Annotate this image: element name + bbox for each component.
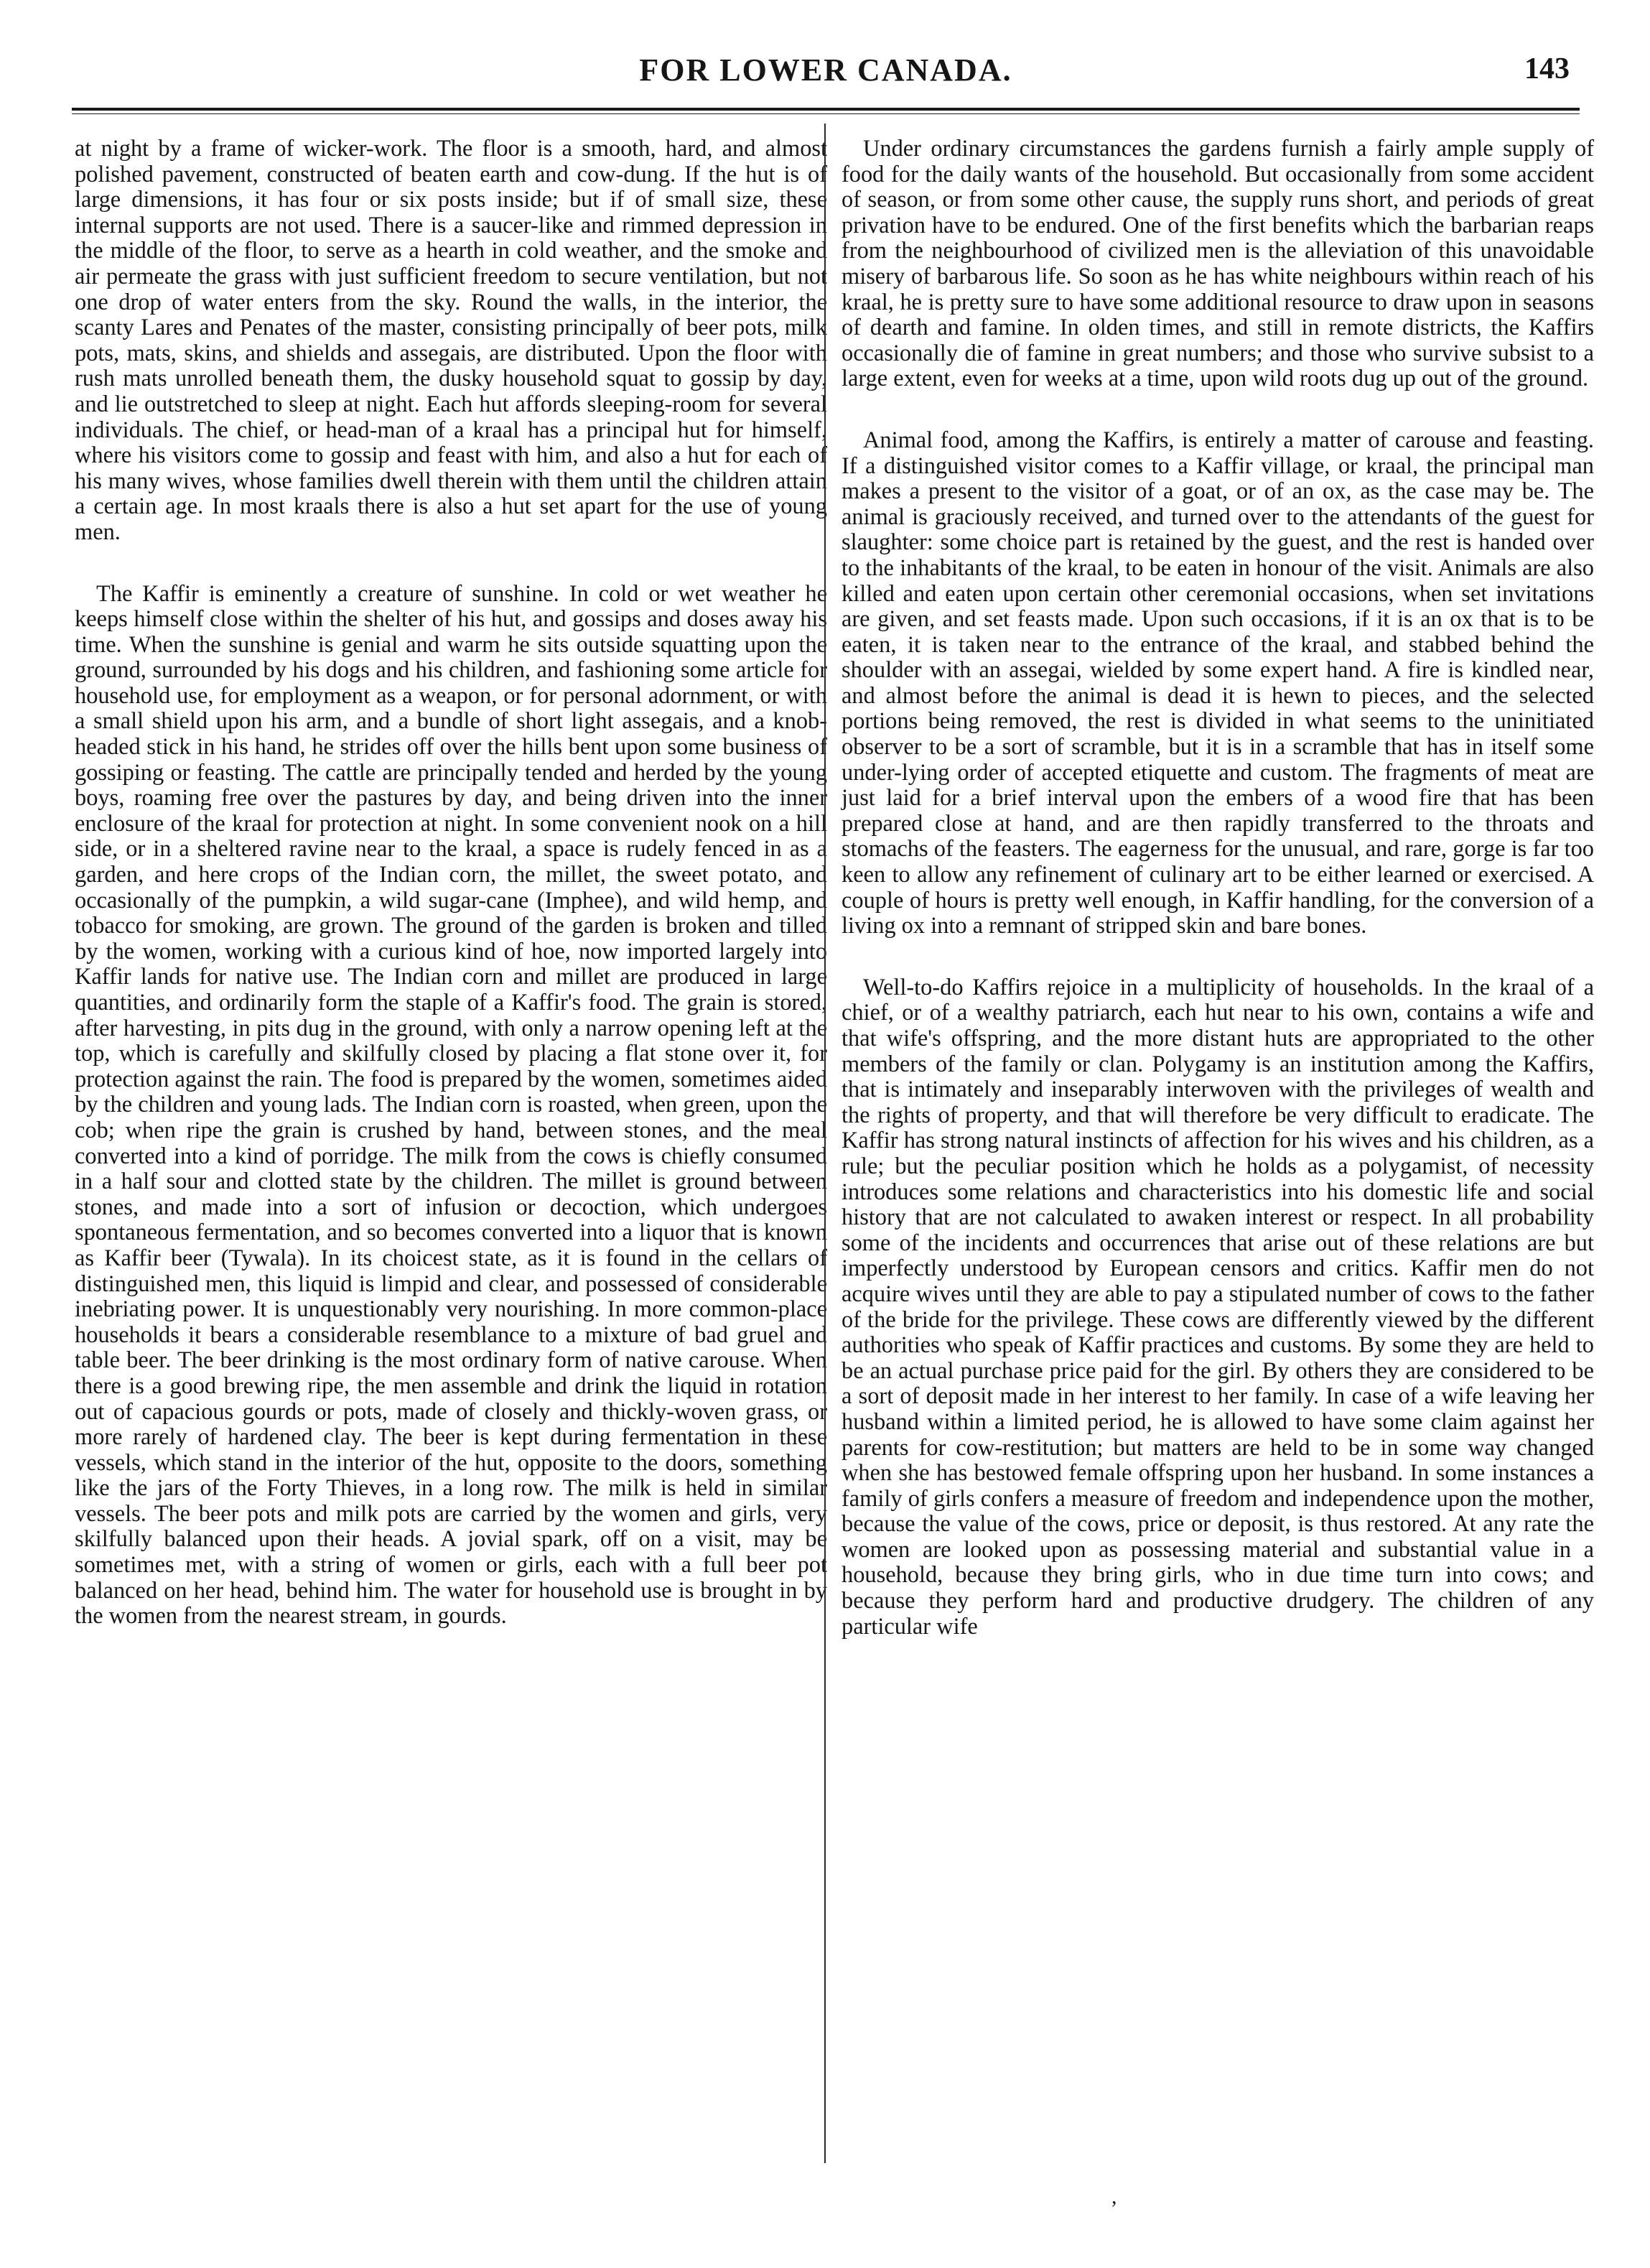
column-divider xyxy=(824,124,826,2163)
right-paragraph-1: Under ordinary circumstances the gardens furnish a fairly ample supply of food for the daily wants of the household. But occasionally from some accident of season, or from some other cause, the supply runs short, and periods of great privation have to be endured. One of the first benefits which the barbarian reaps from the neighbourhood of civilized men is the alleviation of this unavoidable misery of barbarous life. So soon as he has white neighbours within reach of his kraal, he is pretty sure to have some additional resource to draw upon in seasons of dearth and famine. In olden times, and still in remote districts, the Kaffirs occasionally die of famine in great numbers; and those who survive subsist to a large extent, even for weeks at a time, upon wild roots dug up out of the ground. xyxy=(842,136,1594,392)
header-rule xyxy=(72,108,1580,111)
left-paragraph-1: at night by a frame of wicker-work. The floor is a smooth, hard, and almost polished pavement, constructed of beaten earth and cow-dung. If the hut is of large dimensions, it has four or six posts inside; but if of small size, these internal supports are not used. There is a saucer-like and rimmed depression in the middle of the floor, to serve as a hearth in cold weather, and the smoke and air permeate the grass with just sufficient freedom to secure ventilation, but not one drop of water enters from the sky. Round the walls, in the interior, the scanty Lares and Penates of the master, consisting principally of beer pots, milk pots, mats, skins, and shields and assegais, are distributed. Upon the floor with rush mats unrolled beneath them, the dusky household squat to gossip by day, and lie outstretched to sleep at night. Each hut affords sleeping-room for several individuals. The chief, or head-man of a kraal has a principal hut for himself, where his visitors come to gossip and feast with him, and also a hut for each of his many wives, whose families dwell therein with them until the children attain a certain age. In most kraals there is also a hut set apart for the use of young men. xyxy=(75,136,827,545)
right-paragraph-2: Animal food, among the Kaffirs, is entirely a matter of carouse and feasting. If a distinguished visitor comes to a Kaffir village, or kraal, the principal man makes a present to the visitor of a goat, or of an ox, as the case may be. The animal is graciously received, and turned over to the attendants of the guest for slaughter: some choice part is retained by the guest, and the rest is handed over to the inhabitants of the kraal, to be eaten in honour of the visit. Animals are also killed and eaten upon certain other ceremonial occasions, when set invitations are given, and set feasts made. Upon such occasions, if it is an ox that is to be eaten, it is taken near to the entrance of the kraal, and stabbed behind the shoulder with an assegai, wielded by some expert hand. A fire is kindled near, and almost before the animal is dead it is hewn to pieces, and the selected portions being removed, the rest is divided in what seems to the uninitiated observer to be a sort of scramble, but it is in a scramble that has in itself some under-lying order of accepted etiquette and custom. The fragments of meat are just laid for a brief interval upon the embers of a wood fire that has been prepared close at hand, and are then rapidly transferred to the throats and stomachs of the feasters. The eagerness for the unusual, and rare, gorge is far too keen to allow any refinement of culinary art to be either learned or exercised. A couple of hours is pretty well enough, in Kaffir handling, for the conversion of a living ox into a remnant of stripped skin and bare bones. xyxy=(842,427,1594,939)
right-paragraph-3: Well-to-do Kaffirs rejoice in a multiplicity of households. In the kraal of a chief, or of a wealthy patriarch, each hut near to his own, contains a wife and that wife's offspring, and the more distant huts are appropriated to the other members of the family or clan. Polygamy is an institution among the Kaffirs, that is intimately and inseparably interwoven with the privileges of wealth and the rights of property, and that will therefore be very difficult to eradicate. The Kaffir has strong natural instincts of affection for his wives and his children, as a rule; but the peculiar position which he holds as a polygamist, of necessity introduces some relations and characteristics into his domestic life and social history that are not calculated to awaken interest or respect. In all probability some of the incidents and occurrences that arise out of these relations are but imperfectly understood by European censors and critics. Kaffir men do not acquire wives until they are able to pay a stipulated number of cows to the father of the bride for the privilege. These cows are differently viewed by the different authorities who speak of Kaffir practices and customs. By some they are held to be an actual purchase price paid for the girl. By others they are considered to be a sort of deposit made in her interest to her family. In case of a wife leaving her husband within a limited period, he is allowed to have some claim against her parents for cow-restitution; but matters are held to be in some way changed when she has bestowed female offspring upon her husband. In some instances a family of girls confers a measure of freedom and independence upon the mother, because the value of the cows, price or deposit, is thus restored. At any rate the women are looked upon as possessing material and substantial value in a household, because they bring girls, who in due time turn into cows; and because they perform hard and productive drudgery. The children of any particular wife xyxy=(842,974,1594,1640)
left-column xyxy=(75,136,827,1630)
footer-mark: , xyxy=(1111,2185,1117,2208)
running-head xyxy=(72,52,1580,102)
header-rule-thin xyxy=(72,113,1580,114)
page-number: 143 xyxy=(1524,52,1570,85)
running-title: FOR LOWER CANADA. xyxy=(639,52,1012,88)
right-column xyxy=(842,136,1594,1640)
left-paragraph-2: The Kaffir is eminently a creature of sunshine. In cold or wet weather he keeps himself close within the shelter of his hut, and gossips and doses away his time. When the sunshine is genial and warm he sits outside squatting upon the ground, surrounded by his dogs and his children, and fashioning some article for household use, for employment as a weapon, or for personal adornment, or with a small shield upon his arm, and a bundle of short light assegais, and a knob-headed stick in his hand, he strides off over the hills bent upon some business of gossiping or feasting. The cattle are principally tended and herded by the young boys, roaming free over the pastures by day, and being driven into the inner enclosure of the kraal for protection at night. In some convenient nook on a hill side, or in a sheltered ravine near to the kraal, a space is rudely fenced in as a garden, and here crops of the Indian corn, the millet, the sweet potato, and occasionally of the pumpkin, a wild sugar-cane (Imphee), and wild hemp, and tobacco for smoking, are grown. The ground of the garden is broken and tilled by the women, working with a curious kind of hoe, now imported largely into Kaffir lands for native use. The Indian corn and millet are produced in large quantities, and ordinarily form the staple of a Kaffir's food. The grain is stored, after harvesting, in pits dug in the ground, with only a narrow opening left at the top, which is carefully and skilfully closed by placing a flat stone over it, for protection against the rain. The food is prepared by the women, sometimes aided by the children and young lads. The Indian corn is roasted, when green, upon the cob; when ripe the grain is crushed by hand, between stones, and the meal converted into a kind of porridge. The milk from the cows is chiefly consumed in a half sour and clotted state by the children. The millet is ground between stones, and made into a sort of infusion or decoction, which undergoes spontaneous fermentation, and so becomes converted into a liquor that is known as Kaffir beer (Tywala). In its choicest state, as it is found in the cellars of distinguished men, this liquid is limpid and clear, and possessed of considerable inebriating power. It is unquestionably very nourishing. In more common-place households it bears a considerable resemblance to a mixture of bad gruel and table beer. The beer drinking is the most ordinary form of native carouse. When there is a good brewing ripe, the men assemble and drink the liquid in rotation out of capacious gourds or pots, made of closely and thickly-woven grass, or more rarely of hardened clay. The beer is kept during fermentation in these vessels, which stand in the interior of the hut, opposite to the doors, something like the jars of the Forty Thieves, in a long row. The milk is held in similar vessels. The beer pots and milk pots are carried by the women and girls, very skilfully balanced upon their heads. A jovial spark, off on a visit, may be sometimes met, with a string of women or girls, each with a full beer pot balanced on her head, behind him. The water for household use is brought in by the women from the nearest stream, in gourds. xyxy=(75,580,827,1630)
